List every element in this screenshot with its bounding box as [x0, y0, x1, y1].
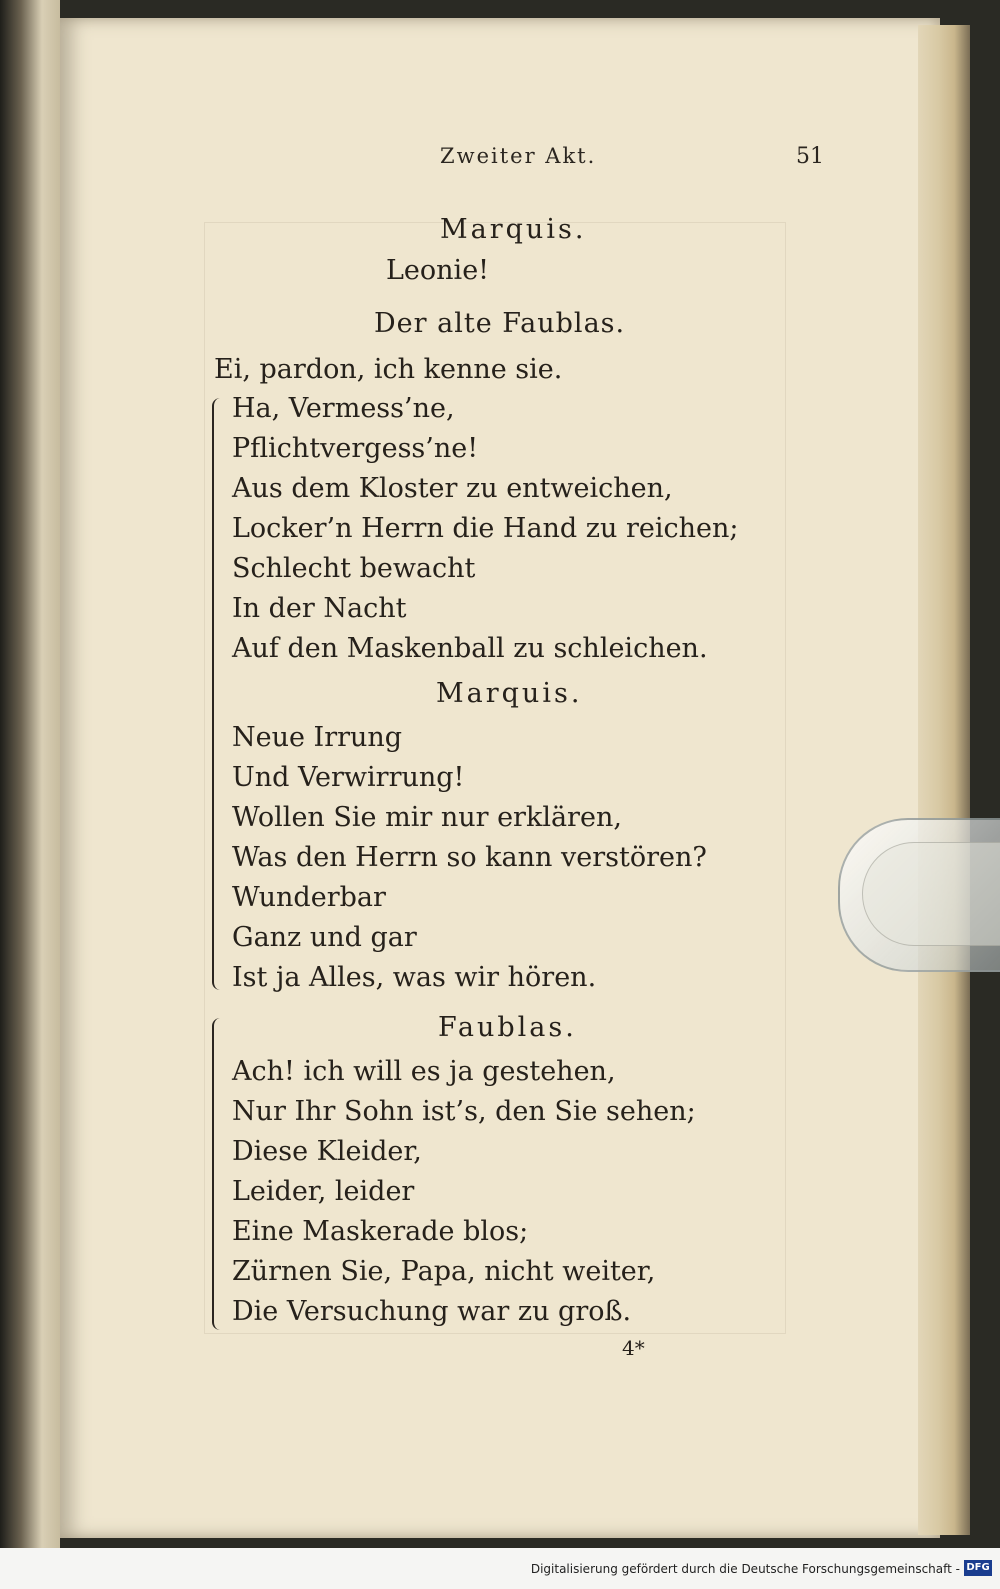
verse-line: Ei, pardon, ich kenne sie.	[214, 354, 563, 385]
page-header	[0, 144, 1000, 174]
speaker-marquis: Marquis.	[436, 678, 583, 709]
speaker-faublas: Faublas.	[438, 1012, 577, 1043]
verse-line: Eine Maskerade blos;	[232, 1216, 529, 1247]
verse-line: In der Nacht	[232, 593, 407, 624]
verse-line: Und Verwirrung!	[232, 762, 465, 793]
verse-line: Aus dem Kloster zu entweichen,	[232, 473, 673, 504]
verse-line: Diese Kleider,	[232, 1136, 422, 1167]
verse-line: Ach! ich will es ja gestehen,	[232, 1056, 616, 1087]
glass-page-holder-inner	[862, 842, 1000, 946]
verse-line: Was den Herrn so kann verstören?	[232, 842, 707, 873]
page-edge-right	[918, 25, 970, 1535]
bracket-duet-1	[212, 398, 224, 990]
verse-line: Neue Irrung	[232, 722, 403, 753]
verse-line: Wunderbar	[232, 882, 386, 913]
verse-line: Locker’n Herrn die Hand zu reichen;	[232, 513, 739, 544]
digitization-credit: Digitalisierung gefördert durch die Deutsche Forschungsgemeinschaft -	[530, 1562, 960, 1576]
book-spine-left	[0, 0, 60, 1589]
verse-line: Nur Ihr Sohn ist’s, den Sie sehen;	[232, 1096, 696, 1127]
dfg-logo: DFG	[964, 1560, 992, 1576]
speaker-marquis: Marquis.	[440, 214, 587, 245]
verse-line: Leider, leider	[232, 1176, 415, 1207]
speaker-der-alte-faublas: Der alte Faublas.	[374, 308, 626, 339]
page-number: 51	[796, 144, 824, 169]
verse-line: Schlecht bewacht	[232, 553, 476, 584]
verse-line: Ist ja Alles, was wir hören.	[232, 962, 597, 993]
verse-line: Ha, Vermess’ne,	[232, 393, 455, 424]
verse-line: Die Versuchung war zu groß.	[232, 1296, 632, 1327]
verse-line: Wollen Sie mir nur erklären,	[232, 802, 622, 833]
bracket-duet-2	[212, 1018, 224, 1330]
verse-line: Zürnen Sie, Papa, nicht weiter,	[232, 1256, 656, 1287]
verse-line: Ganz und gar	[232, 922, 417, 953]
verse-line: Leonie!	[386, 255, 490, 286]
signature-mark: 4*	[622, 1336, 645, 1360]
verse-line: Pflichtvergess’ne!	[232, 433, 479, 464]
running-title: Zweiter Akt.	[440, 144, 597, 168]
verse-line: Auf den Maskenball zu schleichen.	[232, 633, 708, 664]
